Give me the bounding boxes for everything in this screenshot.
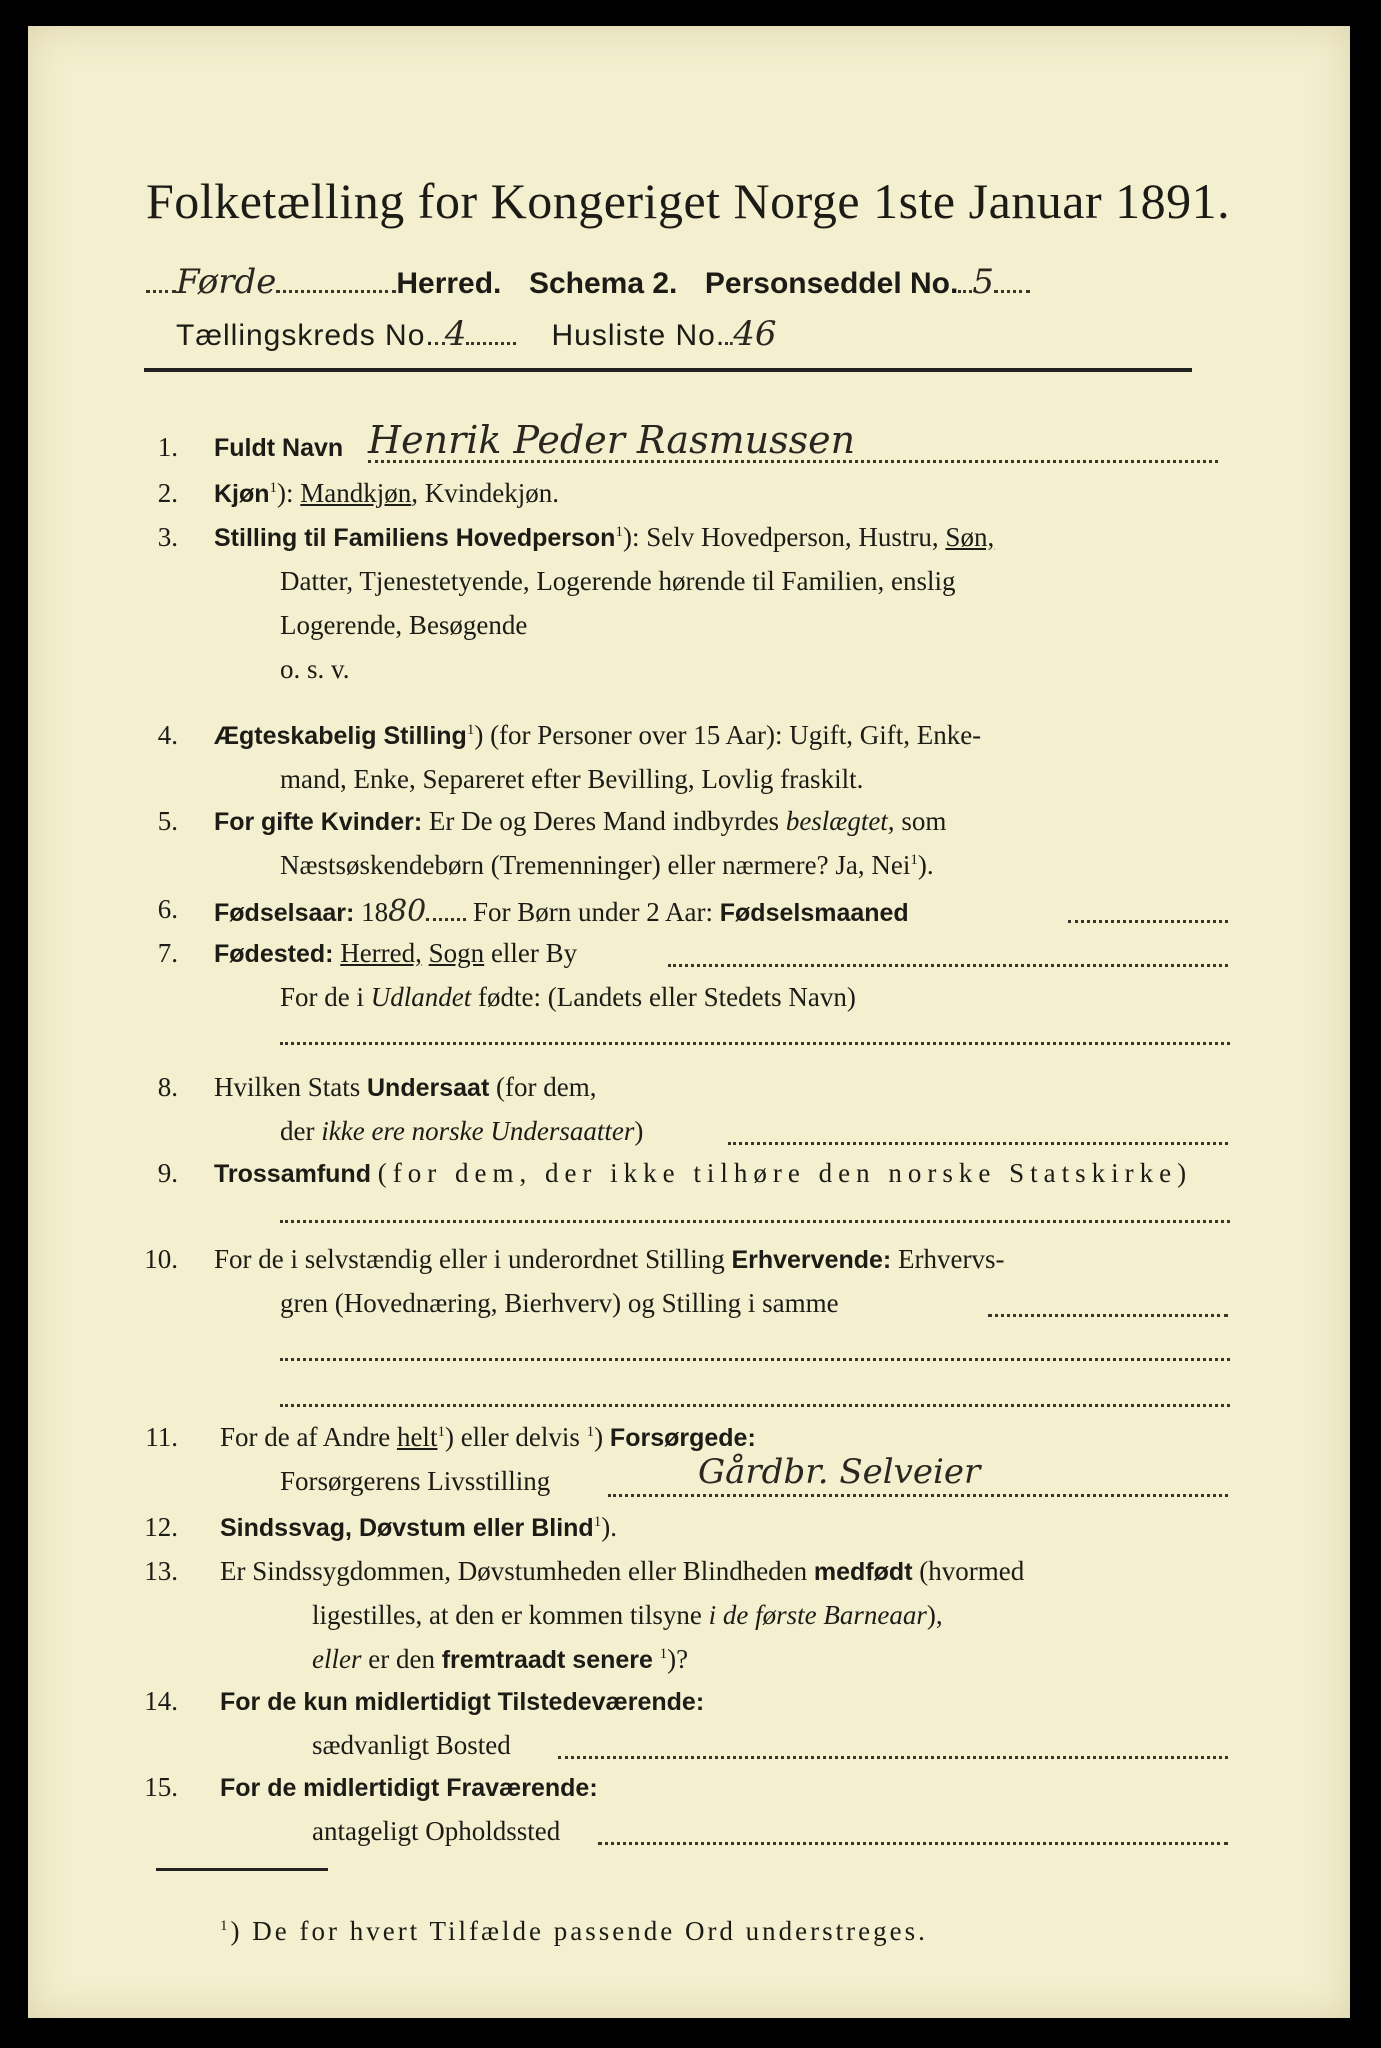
footnote-text: ) De for hvert Tilfælde passende Ord understreges. xyxy=(230,1916,928,1946)
entry-line xyxy=(608,1494,1228,1497)
entry-line xyxy=(668,964,1228,967)
item-label: For de kun xyxy=(220,1688,348,1716)
schema-label: Schema 2. xyxy=(528,267,678,300)
item-number: 13. xyxy=(144,1556,178,1586)
item-text: ikke ere norske Undersaatter xyxy=(321,1116,635,1146)
item-text: Er Sindssygdommen, Døvstumheden eller Blindheden xyxy=(220,1556,808,1586)
item-label: Ægteskabelig Stilling xyxy=(214,722,467,750)
birth-year-value: 80 xyxy=(388,894,427,929)
item-text: fødte: (Landets eller Stedets Navn) xyxy=(478,982,856,1012)
header-line-kreds xyxy=(176,314,776,354)
header-line-herred xyxy=(146,262,1030,302)
item-number: 4. xyxy=(157,720,178,750)
item-number: 1. xyxy=(157,432,178,462)
kreds-label: Tællingskreds No. xyxy=(176,319,435,352)
item-text: Næstsøskendebørn (Tremenninger) eller nærmere? Ja, Nei xyxy=(280,850,911,880)
item-label: Kjøn xyxy=(214,480,270,508)
item-text: o. s. v. xyxy=(280,654,350,684)
item-label: Fødselsmaaned xyxy=(719,899,909,927)
personseddel-value: 5 xyxy=(972,262,994,302)
footnote-marker: 1 xyxy=(910,852,918,868)
item-text: gren (Hovednæring, Bierhverv) og Stilling i samme xyxy=(280,1288,839,1318)
option-mandkjon: Mandkjøn xyxy=(300,478,412,508)
item-text: mand, Enke, Separeret efter Bevilling, Lovlig fraskilt. xyxy=(280,764,864,794)
item-text: der xyxy=(280,1116,315,1146)
entry-line xyxy=(368,460,1218,463)
provider-occupation-value: Gårdbr. Selveier xyxy=(698,1452,981,1492)
option-kvindekjon: , Kvindekjøn. xyxy=(411,478,560,508)
entry-line xyxy=(280,1042,1230,1045)
entry-line xyxy=(988,1314,1228,1317)
footnote-marker: 1 xyxy=(269,480,278,496)
item-text: Udlandet xyxy=(370,982,472,1012)
item-number: 9. xyxy=(157,1158,178,1188)
item-text: Datter, Tjenestetyende, Logerende hørende til Familien, enslig xyxy=(280,566,956,596)
item-label: midlertidigt Fraværende: xyxy=(303,1774,598,1802)
item-label: fremtraadt senere xyxy=(441,1646,653,1674)
item-number: 12. xyxy=(144,1512,178,1542)
footnote-marker: 1 xyxy=(466,722,475,738)
husliste-label: Husliste No. xyxy=(551,319,726,352)
item-text: sædvanligt Bosted xyxy=(312,1730,511,1760)
footnote-marker: 1 xyxy=(220,1918,231,1934)
footnote-marker: 1 xyxy=(586,1424,595,1440)
form-title: Folketælling for Kongeriget Norge 1ste Januar 1891. xyxy=(146,173,1231,229)
item-number: 15. xyxy=(144,1772,178,1802)
herred-value: Førde xyxy=(176,262,277,302)
item-number: 8. xyxy=(157,1072,178,1102)
item-text: ) (for Personer over 15 Aar): Ugift, Gift, Enke- xyxy=(474,720,982,750)
item-text: som xyxy=(901,806,947,836)
item-label: gifte Kvinder: xyxy=(261,808,423,836)
item-label: For xyxy=(214,808,255,836)
item-text: eller delvis xyxy=(460,1422,580,1452)
entry-line xyxy=(728,1142,1228,1145)
option-helt: helt xyxy=(396,1422,438,1452)
item-text: (for dem, der ikke tilhøre den norske Statskirke) xyxy=(377,1158,1193,1188)
item-text: ligestilles, at den er kommen tilsyne xyxy=(312,1600,702,1630)
husliste-value: 46 xyxy=(733,314,777,354)
year-prefix: 18 xyxy=(361,897,389,927)
entry-line xyxy=(598,1842,1228,1845)
entry-line xyxy=(558,1756,1228,1759)
footnote-divider xyxy=(156,1868,328,1871)
item-number: 7. xyxy=(157,938,178,968)
item-text: (hvormed xyxy=(919,1556,1025,1586)
footnote xyxy=(220,1916,928,1947)
footnote-marker: 1 xyxy=(437,1424,445,1440)
item-text: Selv Hovedperson, Hustru, xyxy=(646,522,939,552)
item-text: For Børn under 2 Aar: xyxy=(473,897,713,927)
item-text: For de i selvstændig eller i underordnet Stilling xyxy=(214,1244,725,1274)
footnote-marker: 1 xyxy=(615,524,623,540)
item-text: (for dem, xyxy=(496,1072,597,1102)
entry-line xyxy=(280,1220,1230,1223)
item-text: eller By xyxy=(490,938,578,968)
item-label: Trossamfund xyxy=(214,1160,371,1188)
full-name-value: Henrik Peder Rasmussen xyxy=(368,418,856,462)
item-text: antageligt Opholdssted xyxy=(312,1816,561,1846)
item-text: Logerende, Besøgende xyxy=(280,610,528,640)
footnote-marker: 1 xyxy=(659,1646,668,1662)
option-son: Søn, xyxy=(945,522,995,552)
item-label: Sindssvag, Døvstum eller Blind xyxy=(220,1514,594,1542)
item-number: 11. xyxy=(145,1422,178,1452)
item-number: 14. xyxy=(144,1686,178,1716)
herred-label: Herred. xyxy=(396,267,502,300)
footnote-marker: 1 xyxy=(593,1514,602,1530)
item-text: Erhvervs- xyxy=(898,1244,1005,1274)
item-number: 2. xyxy=(157,478,178,508)
census-form: Folketælling for Kongeriget Norge 1ste Januar 1891. Førde Herred. Schema 2. Personseddel No. 5 Tællingskreds No. 4 Husliste No. 46 1. Fuldt Navn Henrik Peder Rasmussen 2. Kjøn$^1$): Mandkjøn, Kvindekjøn. 3. Stilling til Familiens Hovedperson$^1$): Selv Hovedperson, Hustru, Søn, Datter, Tjenestetyende, Logerende hørende til Familien, enslig Logerende, Besøgende o. s. v. 4. Ægteskabelig Stilling$^1$) (for Personer over 15 Aar): Ugift, Gift, Enke- mand, Enke, Separeret efter Bevilling, Lovlig fraskilt. 5. For gifte Kvinder: Er De og Deres Mand indbyrdes beslægtet, som Næstsøskendebørn (Tremenninger) eller nærmere? Ja, Nei$^1$). 6. Fødselsaar: 1880 For Børn under 2 Aar: Fødselsmaaned 7. Fødested: Herred, Sogn eller By For de i Udlandet fødte: (Landets eller Stedets Navn) 8. Hvilken Stats Undersaat (for dem, der ikke ere norske Undersaatter) 9. Trossamfund (for dem, der ikke tilhøre den norske Statskirke) 10. For de i selvstændig eller i underordnet Stilling Erhvervende: Erhvervs- gren (Hovednæring, Bierhverv) og Stilling i samme 11. For de af Andre helt$^1$) eller delvis $^1$) Forsørgede: Forsørgerens Livsstilling Gårdbr. Selveier 12. Sindssvag, Døvstum eller Blind$^1$). 13. Er Sindssygdommen, Døvstumheden eller Blindheden medfødt (hvormed ligestilles, at den er kommen tilsyne i de første Barneaar), eller er den fremtraadt senere $^1$)? 14. For de kun midlertidigt Tilstedeværende: sædvanligt Bosted 15. For de midlertidigt Fraværende: antageligt Opholdssted $^1$) De for hvert Tilfælde passende Ord understreges. xyxy=(28,26,1350,2018)
entry-line xyxy=(280,1358,1230,1361)
item-label: Undersaat xyxy=(367,1074,490,1102)
option-herred: Herred, xyxy=(340,938,422,968)
entry-line xyxy=(1068,920,1228,923)
item-label: midlertidigt Tilstedeværende: xyxy=(354,1688,705,1716)
item-number: 5. xyxy=(157,806,178,836)
item-text: eller xyxy=(312,1644,362,1674)
item-text: er den xyxy=(368,1644,435,1674)
item-label: For de xyxy=(220,1774,297,1802)
item-label: medfødt xyxy=(813,1558,913,1586)
item-text: Forsørgerens Livsstilling xyxy=(280,1466,551,1496)
item-text: beslægtet, xyxy=(785,806,895,836)
item-text: For de i xyxy=(280,982,364,1012)
item-label: Stilling til Familiens Hovedperson xyxy=(214,524,616,552)
item-label: Fødested: xyxy=(214,940,334,968)
personseddel-label: Personseddel No. xyxy=(704,267,959,300)
item-label: Fuldt Navn xyxy=(214,434,344,462)
item-text: Er De og Deres Mand indbyrdes xyxy=(428,806,780,836)
option-sogn: Sogn xyxy=(428,938,485,968)
kreds-value: 4 xyxy=(444,314,467,354)
item-text: For de af Andre xyxy=(220,1422,391,1452)
entry-line xyxy=(280,1404,1230,1407)
item-number: 10. xyxy=(144,1244,178,1274)
item-label: Fødselsaar: xyxy=(214,899,355,927)
item-number: 6. xyxy=(157,894,178,924)
item-text: i de første Barneaar xyxy=(708,1600,927,1630)
item-label: Erhvervende: xyxy=(731,1246,892,1274)
header-divider xyxy=(144,368,1192,372)
item-number: 3. xyxy=(157,522,178,552)
item-label: Forsørgede: xyxy=(609,1424,756,1452)
item-text: Hvilken Stats xyxy=(214,1072,361,1102)
